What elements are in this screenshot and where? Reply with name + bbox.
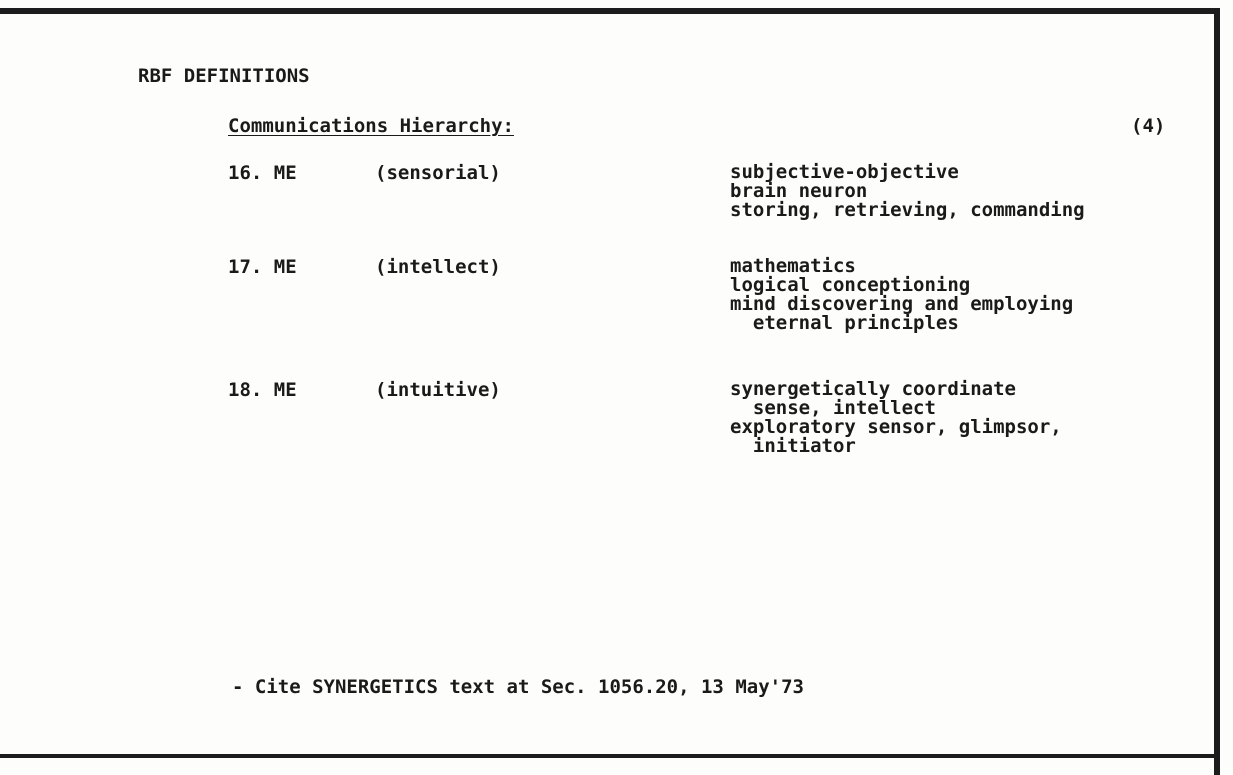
entry-17-category: (intellect) [375, 256, 501, 278]
entry-18-category: (intuitive) [375, 379, 501, 401]
entry-16-category: (sensorial) [375, 162, 501, 184]
entry-17-number: 17. ME [228, 256, 297, 278]
citation-note: - Cite SYNERGETICS text at Sec. 1056.20, 13 May'73 [232, 676, 804, 698]
section-subtitle: Communications Hierarchy: [228, 115, 514, 137]
card-right-border [1214, 8, 1220, 775]
card-bottom-border [0, 754, 1220, 758]
entry-16-number: 16. ME [228, 162, 297, 184]
entry-17-description: mathematics logical conceptioning mind discovering and employing eternal principles [730, 255, 1074, 334]
entry-18-number: 18. ME [228, 379, 297, 401]
entry-18-description: synergetically coordinate sense, intellect exploratory sensor, glimpsor, initiator [730, 378, 1062, 457]
page-number: (4) [1131, 115, 1166, 137]
card-top-border [0, 8, 1220, 14]
document-title: RBF DEFINITIONS [138, 65, 310, 87]
entry-16-description: subjective-objective brain neuron storing, retrieving, commanding [730, 161, 1085, 221]
